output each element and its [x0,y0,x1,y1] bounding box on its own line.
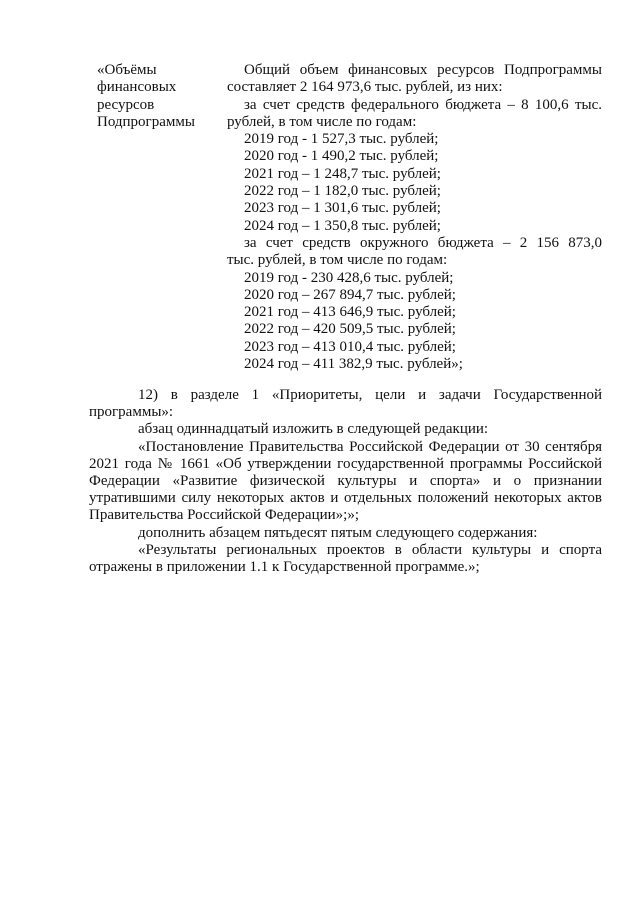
paragraph-line: «Постановление Правительства Российской Федерации от 30 сентября [138,438,602,455]
document-body [89,387,602,576]
table-content-cell [227,62,602,373]
paragraph-line: отражены в приложении 1.1 к Государственной программе.»; [89,559,480,576]
table-label-cell [97,62,227,131]
content-line: рублей, в том числе по годам: [227,113,417,130]
okrug-year-line: 2020 год – 267 894,7 тыс. рублей; [244,286,456,303]
paragraph-line: 2021 года № 1661 «Об утверждении государственной программы Российской [89,455,602,472]
paragraph-line: «Результаты региональных проектов в области культуры и спорта [138,541,602,558]
content-line: составляет 2 164 973,6 тыс. рублей, из них: [227,79,503,96]
paragraph-line: Правительства Российской Федерации»;»; [89,507,359,524]
federal-year-line: 2023 год – 1 301,6 тыс. рублей; [244,200,441,217]
paragraph-line: Федерации «Развитие физической культуры и спорта» и о признании [89,473,602,490]
paragraph-line: абзац одиннадцатый изложить в следующей редакции: [138,421,489,438]
paragraph-line: 12) в разделе 1 «Приоритеты, цели и задачи Государственной [138,387,602,403]
federal-year-line: 2019 год - 1 527,3 тыс. рублей; [244,131,439,148]
label-line: финансовых [97,79,177,96]
federal-year-line: 2020 год - 1 490,2 тыс. рублей; [244,148,439,165]
federal-year-line: 2022 год – 1 182,0 тыс. рублей; [244,183,441,200]
content-line: за счет средств окружного бюджета – 2 156 873,0 [244,234,602,251]
content-line: тыс. рублей, в том числе по годам: [227,252,448,269]
label-line: ресурсов [97,96,155,113]
content-line: за счет средств федерального бюджета – 8 100,6 тыс. [244,96,602,113]
paragraph-line: программы»: [89,404,174,421]
federal-year-line: 2024 год – 1 350,8 тыс. рублей; [244,217,441,234]
label-line: «Объёмы [97,62,157,78]
okrug-year-line: 2023 год – 413 010,4 тыс. рублей; [244,338,456,355]
okrug-year-line: 2022 год – 420 509,5 тыс. рублей; [244,321,456,338]
paragraph-line: утратившими силу некоторых актов и отдельных положений некоторых актов [89,490,602,507]
label-line: Подпрограммы [97,113,195,130]
okrug-year-line: 2021 год – 413 646,9 тыс. рублей; [244,304,456,321]
content-line: Общий объем финансовых ресурсов Подпрограммы [244,62,602,78]
okrug-year-line: 2024 год – 411 382,9 тыс. рублей»; [244,356,463,373]
okrug-year-line: 2019 год - 230 428,6 тыс. рублей; [244,269,454,286]
federal-year-line: 2021 год – 1 248,7 тыс. рублей; [244,165,441,182]
paragraph-line: дополнить абзацем пятьдесят пятым следующего содержания: [138,524,538,541]
